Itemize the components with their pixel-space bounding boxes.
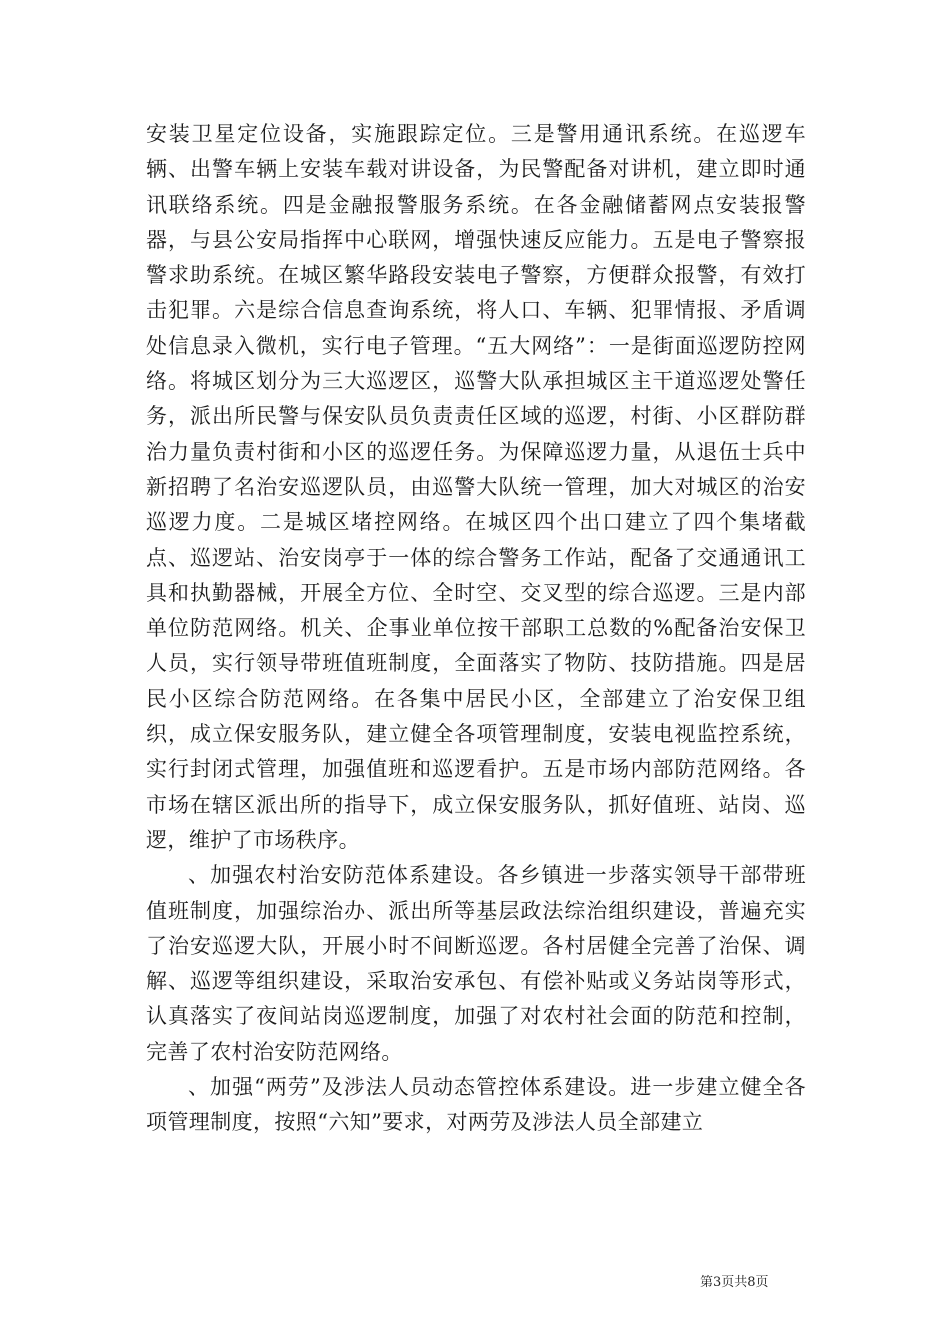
page-number-footer: 第3页共8页: [700, 1275, 769, 1290]
paragraph-1: 安装卫星定位设备，实施跟踪定位。三是警用通讯系统。在巡逻车辆、出警车辆上安装车载对讲设备，为民警配备对讲机，建立即时通讯联络系统。四是金融报警服务系统。在各金融储蓄网点安装报警器，与县公安局指挥中心联网，增强快速反应能力。五是电子警察报警求助系统。在城区繁华路段安装电子警察，方便群众报警，有效打击犯罪。六是综合信息查询系统，将人口、车辆、犯罪情报、矛盾调处信息录入微机，实行电子管理。“五大网络”：一是街面巡逻防控网络。将城区划分为三大巡逻区，巡警大队承担城区主干道巡逻处警任务，派出所民警与保安队员负责责任区域的巡逻，村街、小区群防群治力量负责村街和小区的巡逻任务。为保障巡逻力量，从退伍士兵中新招聘了名治安巡逻队员，由巡警大队统一管理，加大对城区的治安巡逻力度。二是城区堵控网络。在城区四个出口建立了四个集堵截点、巡逻站、治安岗亭于一体的综合警务工作站，配备了交通通讯工具和执勤器械，开展全方位、全时空、交叉型的综合巡逻。三是内部单位防范网络。机关、企事业单位按干部职工总数的%配备治安保卫人员，实行领导带班值班制度，全面落实了物防、技防措施。四是居民小区综合防范网络。在各集中居民小区，全部建立了治安保卫组织，成立保安服务队，建立健全各项管理制度，安装电视监控系统，实行封闭式管理，加强值班和巡逻看护。五是市场内部防范网络。各市场在辖区派出所的指导下，成立保安服务队，抓好值班、站岗、巡逻，维护了市场秩序。: [146, 122, 806, 852]
body-text: [146, 117, 806, 1141]
paragraph-3: 、加强“两劳”及涉法人员动态管控体系建设。进一步建立健全各项管理制度，按照“六知”要求，对两劳及涉法人员全部建立: [146, 1075, 806, 1135]
paragraph-2: 、加强农村治安防范体系建设。各乡镇进一步落实领导干部带班值班制度，加强综治办、派出所等基层政法综治组织建设，普遍充实了治安巡逻大队，开展小时不间断巡逻。各村居健全完善了治保、调解、巡逻等组织建设，采取治安承包、有偿补贴或义务站岗等形式，认真落实了夜间站岗巡逻制度，加强了对农村社会面的防范和控制，完善了农村治安防范网络。: [146, 863, 806, 1064]
